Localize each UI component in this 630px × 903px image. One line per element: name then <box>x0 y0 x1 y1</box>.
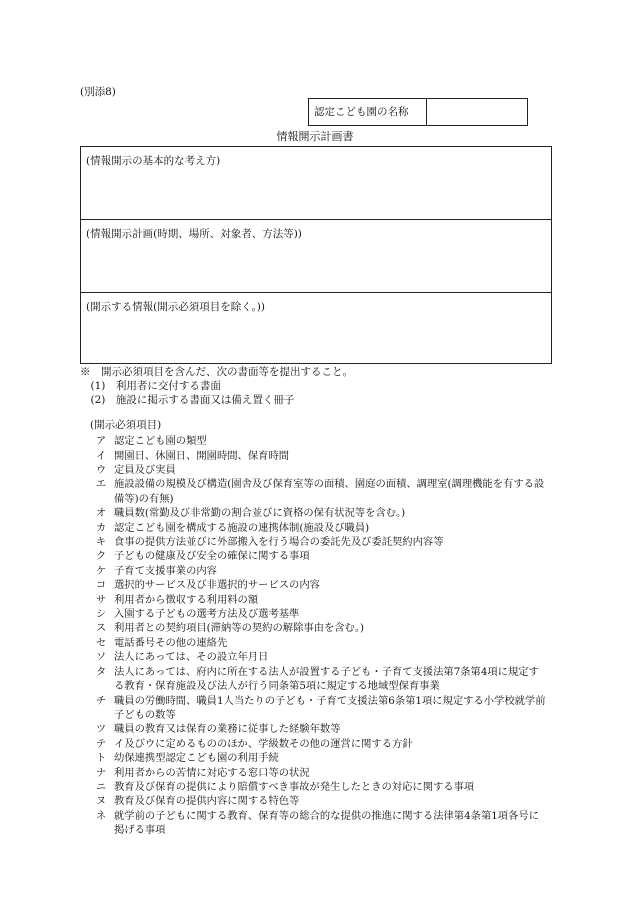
note-sub-item: (1) 利用者に交付する書面 <box>80 380 221 393</box>
item-text: 利用者からの苦情に対応する窓口等の状況 <box>114 766 310 779</box>
item-text: 開園日、休園日、開園時間、保育時間 <box>114 449 290 462</box>
item-mark: シ <box>95 608 107 621</box>
item-mark: イ <box>95 449 107 462</box>
item-mark: テ <box>95 737 107 750</box>
note-main: ※ 開示必須項目を含んだ、次の書面等を提出すること。 <box>80 366 353 378</box>
item-text: 子育て支援事業の内容 <box>114 564 217 577</box>
list-item <box>88 463 558 477</box>
item-mark: ス <box>95 622 107 635</box>
facility-name-label: 認定こども園の名称 <box>309 99 427 125</box>
facility-name-field[interactable] <box>427 99 527 125</box>
item-mark: ヌ <box>95 795 107 808</box>
item-text: 施設設備の規模及び構造(園舎及び保育室等の面積、園庭の面積、調理室(調理機能を有する設備等)の有無) <box>114 478 545 505</box>
item-mark: ナ <box>95 766 107 779</box>
item-text: 利用者から徴収する利用料の額 <box>114 593 259 606</box>
note-sub-item: (2) 施設に掲示する書面又は備え置く冊子 <box>80 394 295 407</box>
list-item <box>88 477 558 506</box>
item-mark: ク <box>95 550 107 563</box>
item-mark: ネ <box>95 809 107 822</box>
section-basic-policy[interactable] <box>81 147 551 219</box>
item-mark: コ <box>95 579 107 592</box>
item-text: 定員及び実員 <box>114 464 176 476</box>
list-item <box>88 751 558 765</box>
item-mark: サ <box>95 593 107 606</box>
list-item <box>88 766 558 780</box>
list-item <box>88 780 558 794</box>
item-text: イ及びウに定めるもののほか、学級数その他の運営に関する方針 <box>114 737 413 750</box>
list-item <box>88 549 558 563</box>
list-item <box>88 578 558 592</box>
section-disclosure-plan[interactable] <box>81 219 551 292</box>
list-item <box>88 737 558 751</box>
facility-name-table <box>308 98 528 126</box>
item-mark: オ <box>95 507 107 520</box>
item-text: 法人にあっては、府内に所在する法人が設置する子ども・子育て支援法第7条第4項に規定する教育・保育施設及び法人が行う同条第5項に規定する地域型保育事業 <box>114 665 539 693</box>
section-heading: (情報開示計画(時期、場所、対象者、方法等)) <box>86 228 302 240</box>
item-text: 認定こども園を構成する施設の連携体制(施設及び職員) <box>114 521 370 534</box>
list-item <box>88 650 558 664</box>
list-item <box>88 809 558 838</box>
item-mark: チ <box>95 694 107 707</box>
item-mark: タ <box>95 665 107 678</box>
list-item <box>88 506 558 520</box>
required-items-list <box>88 419 558 838</box>
submission-note <box>80 366 353 409</box>
section-heading: (情報開示の基本的な考え方) <box>86 155 221 167</box>
list-item <box>88 535 558 549</box>
item-mark: カ <box>95 521 107 534</box>
list-item <box>88 449 558 463</box>
list-item <box>88 621 558 635</box>
item-text: 子どもの健康及び安全の確保に関する事項 <box>114 550 310 563</box>
disclosure-plan-box <box>80 146 552 364</box>
attachment-label: (別添8) <box>80 86 116 98</box>
item-text: 職員の教育又は保育の業務に従事した経験年数等 <box>114 723 341 736</box>
item-text: 職員数(常勤及び非常勤の割合並びに資格の保有状況等を含む。) <box>114 507 406 520</box>
list-item <box>88 593 558 607</box>
item-mark: ニ <box>95 780 107 793</box>
item-text: 幼保連携型認定こども園の利用手続 <box>114 752 279 765</box>
item-mark: キ <box>95 536 107 549</box>
list-item <box>88 665 558 694</box>
list-item <box>88 564 558 578</box>
item-mark: ウ <box>95 464 107 476</box>
section-disclosed-info[interactable] <box>81 292 551 365</box>
item-text: 食事の提供方法並びに外部搬入を行う場合の委託先及び委託契約内容等 <box>114 536 444 549</box>
item-text: 職員の労働時間、職員1人当たりの子ども・子育て支援法第6条第1項に規定する小学校就学前子どもの数等 <box>114 694 546 721</box>
item-text: 教育及び保育の提供により賠償すべき事故が発生したときの対応に関する事項 <box>114 780 475 793</box>
item-text: 就学前の子どもに関する教育、保育等の総合的な提供の推進に関する法律第4条第1項各号に掲げる事項 <box>114 809 539 837</box>
item-mark: ト <box>95 752 107 765</box>
item-mark: ケ <box>95 564 107 577</box>
item-text: 教育及び保育の提供内容に関する特色等 <box>114 795 300 808</box>
section-heading: (開示する情報(開示必須項目を除く。)) <box>86 301 265 313</box>
document-title: 情報開示計画書 <box>276 130 354 143</box>
list-item <box>88 722 558 736</box>
list-item <box>88 794 558 808</box>
list-item <box>88 636 558 650</box>
item-mark: ア <box>95 435 107 448</box>
item-text: 法人にあっては、その設立年月日 <box>114 651 269 664</box>
item-text: 選択的サービス及び非選択的サービスの内容 <box>114 579 320 592</box>
list-item <box>88 694 558 723</box>
required-items-heading: (開示必須項目) <box>90 419 162 431</box>
item-text: 利用者との契約項目(滞納等の契約の解除事由を含む。) <box>114 622 365 635</box>
item-text: 認定こども園の類型 <box>114 435 207 448</box>
item-mark: ツ <box>95 723 107 736</box>
item-mark: ソ <box>95 651 107 664</box>
item-mark: セ <box>95 636 107 649</box>
list-item <box>88 434 558 448</box>
item-text: 電話番号その他の連絡先 <box>114 636 228 649</box>
list-item <box>88 521 558 535</box>
item-mark: エ <box>95 478 107 491</box>
item-text: 入園する子どもの選考方法及び選考基準 <box>114 608 300 621</box>
list-item <box>88 607 558 621</box>
